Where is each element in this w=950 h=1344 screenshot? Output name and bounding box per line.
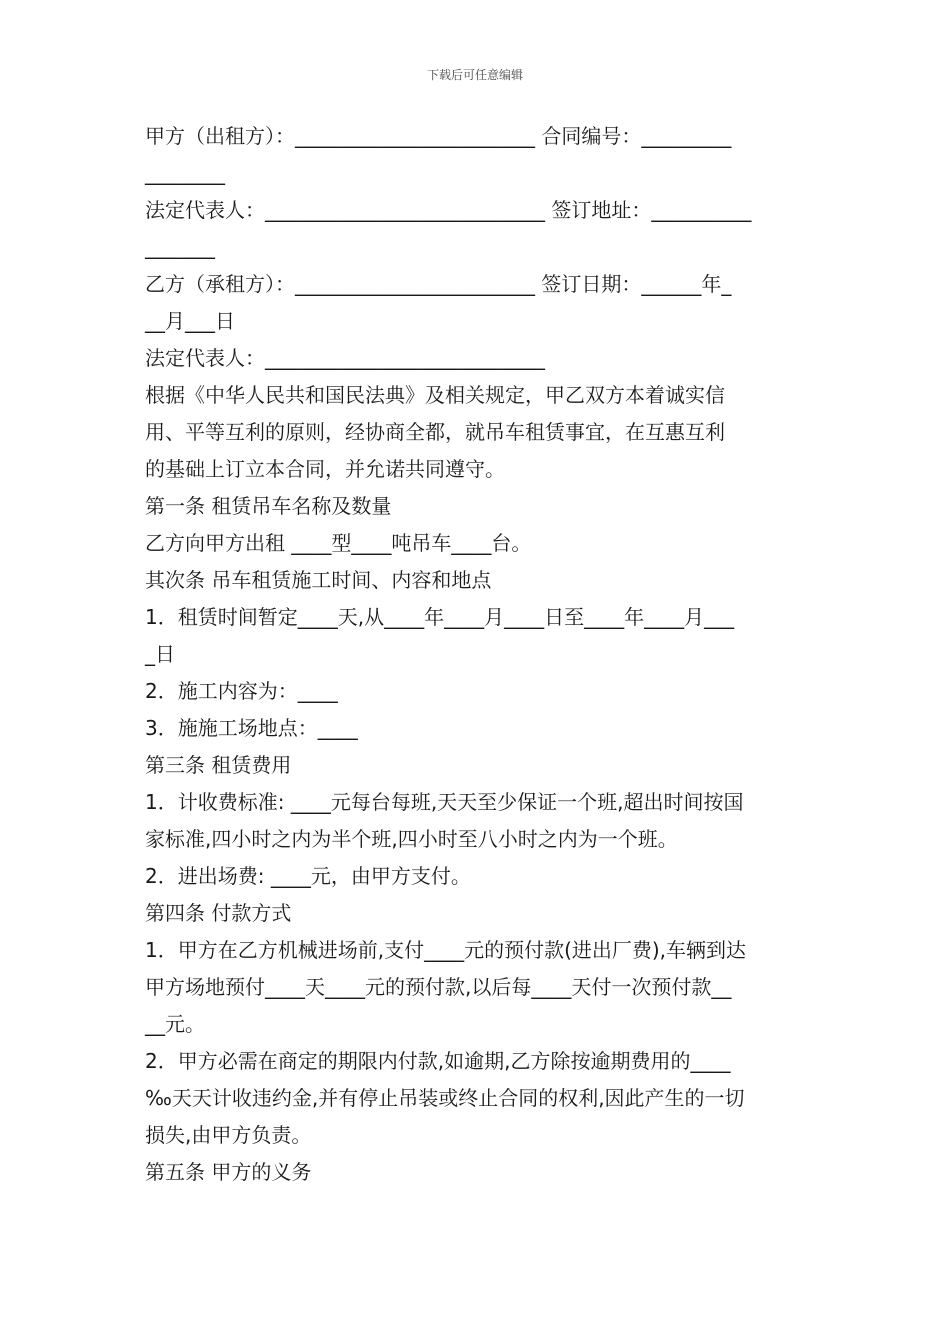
line-preamble-1: 根据《中华人民共和国民法典》及相关规定，甲乙双方本着诚实信 (145, 383, 725, 407)
line-contract-no-cont: ________ (145, 161, 225, 185)
article-4-item-1-cont: 甲方场地预付____天____元的预付款,以后每____天付一次预付款__ (145, 975, 732, 999)
line-party-b: 乙方（承租方）：________________________ 签订日期：______年_ (145, 272, 732, 296)
line-legal-rep-b: 法定代表人：____________________________ (145, 346, 545, 370)
page-header: 下载后可任意编辑 (426, 68, 523, 82)
article-3-item-1-cont: 家标准,四小时之内为半个班,四小时至八小时之内为一个班。 (145, 827, 678, 851)
line-sign-address-cont: _______ (145, 235, 215, 259)
line-preamble-2: 用、平等互利的原则，经协商全都，就吊车租赁事宜，在互惠互利 (145, 420, 725, 444)
article-2-item-1-cont: _日 (145, 642, 175, 666)
contract-body (145, 118, 807, 1191)
article-3-heading: 第三条 租赁费用 (145, 753, 292, 777)
line-sign-date-cont: __月___日 (145, 309, 235, 333)
article-3-item-1: 1．计收费标准: ____元每台每班,天天至少保证一个班,超出时间按国 (145, 790, 744, 814)
article-4-item-1-cont2: __元。 (145, 1012, 205, 1036)
line-preamble-3: 的基础上订立本合同，并允诺共同遵守。 (145, 457, 505, 481)
article-1-heading: 第一条 租赁吊车名称及数量 (145, 494, 392, 518)
article-1-text: 乙方向甲方出租 ____型____吨吊车____台。 (145, 531, 532, 555)
line-legal-rep-a: 法定代表人：____________________________ 签订地址：__________ (145, 198, 752, 222)
article-4-item-1: 1．甲方在乙方机械进场前,支付____元的预付款(进出厂费),车辆到达 (145, 938, 747, 962)
article-4-heading: 第四条 付款方式 (145, 901, 292, 925)
article-2-item-2: 2．施工内容为：____ (145, 679, 338, 703)
article-4-item-2-cont: ‰天天计收违约金,并有停止吊装或终止合同的权利,因此产生的一切 (145, 1086, 745, 1110)
article-4-item-2: 2．甲方必需在商定的期限内付款,如逾期,乙方除按逾期费用的____ (145, 1049, 731, 1073)
article-2-heading: 其次条 吊车租赁施工时间、内容和地点 (145, 568, 492, 592)
article-2-item-3: 3．施施工场地点：____ (145, 716, 358, 740)
article-4-item-2-cont2: 损失,由甲方负责。 (145, 1123, 312, 1147)
article-2-item-1: 1．租赁时间暂定____天,从____年____月____日至____年____月___ (145, 605, 735, 629)
article-5-heading: 第五条 甲方的义务 (145, 1160, 312, 1184)
line-party-a: 甲方（出租方）：________________________ 合同编号：_________ (145, 124, 732, 148)
article-3-item-2: 2．进出场费: ____元，由甲方支付。 (145, 864, 471, 888)
